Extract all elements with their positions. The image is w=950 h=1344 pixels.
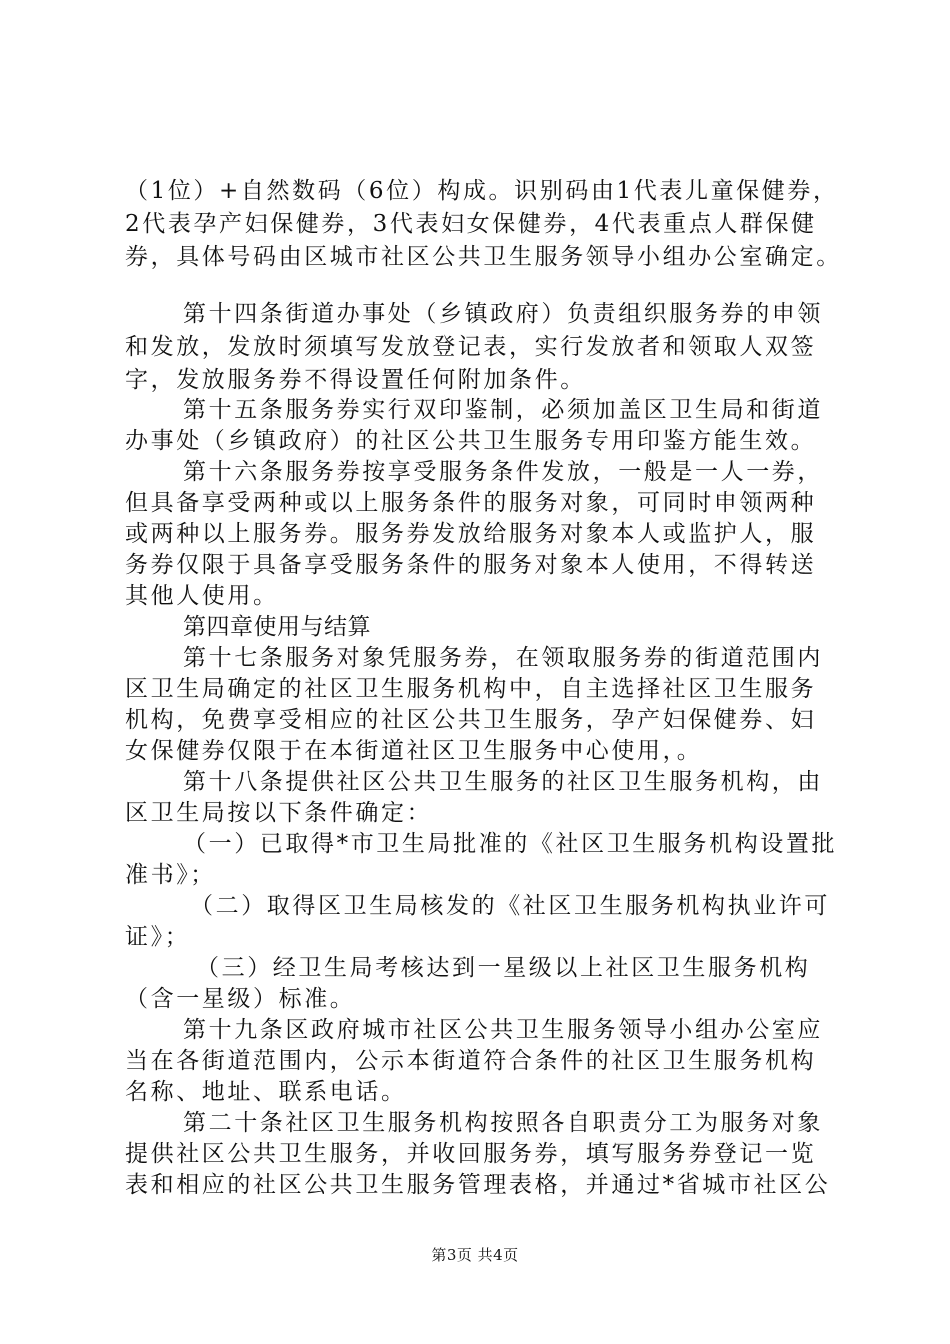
- text-line: （含一星级）标准。: [125, 986, 356, 1012]
- text-line: 机构，免费享受相应的社区公共卫生服务，孕产妇保健券、妇: [125, 707, 817, 733]
- text-line: 第二十条社区卫生服务机构按照各自职责分工为服务对象: [183, 1110, 823, 1136]
- text-line: 第十九条区政府城市社区公共卫生服务领导小组办公室应: [183, 1017, 823, 1043]
- text-line: 女保健券仅限于在本街道社区卫生服务中心使用，。: [125, 738, 703, 764]
- text-line: 证》；: [125, 924, 191, 950]
- text-line: 务券仅限于具备享受服务条件的服务对象本人使用，不得转送: [125, 552, 817, 578]
- text-line: 区卫生局按以下条件确定：: [125, 800, 433, 826]
- text-line: 准书》；: [125, 862, 216, 888]
- text-line: 当在各街道范围内，公示本街道符合条件的社区卫生服务机构: [125, 1048, 817, 1074]
- text-line: 表和相应的社区公共卫生服务管理表格，并通过*省城市社区公: [125, 1172, 831, 1198]
- text-line: 第十六条服务券按享受服务条件发放，一般是一人一券，: [183, 459, 823, 485]
- text-line: 其他人使用。: [125, 583, 279, 609]
- text-line: （三）经卫生局考核达到一星级以上社区卫生服务机构: [196, 955, 811, 981]
- text-line: 名称、地址、联系电话。: [125, 1079, 407, 1105]
- text-line: 和发放，发放时须填写发放登记表，实行发放者和领取人双签: [125, 334, 817, 360]
- text-line: 或两种以上服务券。服务券发放给服务对象本人或监护人，服: [125, 521, 817, 547]
- text-line: 办事处（乡镇政府）的社区公共卫生服务专用印鉴方能生效。: [125, 428, 817, 454]
- text-line: 第十五条服务券实行双印鉴制，必须加盖区卫生局和街道: [183, 397, 823, 423]
- text-line: 区卫生局确定的社区卫生服务机构中，自主选择社区卫生服务: [125, 676, 817, 702]
- text-line: 2代表孕产妇保健券，3代表妇女保健券，4代表重点人群保健: [125, 211, 817, 237]
- text-line: 提供社区公共卫生服务，并收回服务券，填写服务券登记一览: [125, 1141, 817, 1167]
- text-line: 券，具体号码由区城市社区公共卫生服务领导小组办公室确定。: [125, 244, 842, 270]
- chapter-heading: 第四章使用与结算: [183, 614, 371, 640]
- text-line: （二）取得区卫生局核发的《社区卫生服务机构执业许可: [190, 893, 830, 919]
- text-line: 但具备享受两种或以上服务条件的服务对象，可同时申领两种: [125, 490, 817, 516]
- text-line: 第十七条服务对象凭服务券，在领取服务券的街道范围内: [183, 645, 823, 671]
- text-line: 第十八条提供社区公共卫生服务的社区卫生服务机构，由: [183, 769, 823, 795]
- text-line: （一）已取得*市卫生局批准的《社区卫生服务机构设置批: [183, 831, 838, 857]
- text-line: 第十四条街道办事处（乡镇政府）负责组织服务券的申领: [183, 301, 823, 327]
- text-line: 字，发放服务券不得设置任何附加条件。: [125, 367, 586, 393]
- page-footer: 第3页 共4页: [431, 1246, 519, 1264]
- text-line: （1位）+自然数码（6位）构成。识别码由1代表儿童保健券，: [125, 178, 839, 204]
